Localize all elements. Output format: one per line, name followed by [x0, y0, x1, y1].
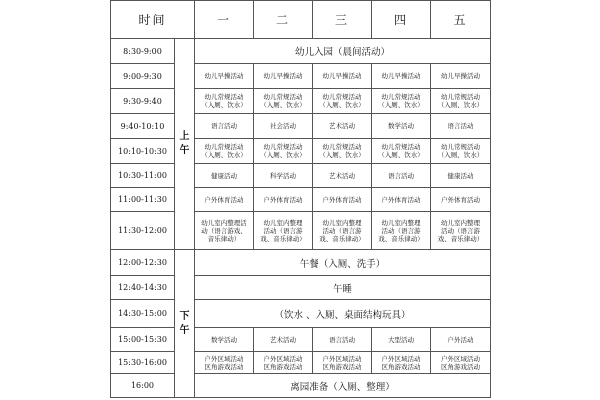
time-cell: 10:10-10:30: [111, 139, 175, 164]
schedule-row: [111, 64, 491, 89]
period-char: 下: [179, 310, 190, 322]
activity-line: 幼儿常规活动: [263, 93, 303, 101]
activity-line: 幼儿室内整理: [263, 218, 303, 227]
schedule-row: [111, 164, 491, 188]
activity-cell: 幼儿早操活动: [431, 64, 491, 89]
schedule-row: [111, 250, 491, 276]
activity-cell: [431, 352, 491, 374]
time-header: 时间: [111, 1, 195, 39]
activity-line: 幼儿常规活动: [322, 93, 362, 101]
activity-cell: 户外体育活动: [313, 188, 372, 212]
activity-line: （入厕、饮水）: [437, 101, 484, 109]
activity-cell: [431, 89, 491, 114]
activity-line: 户外区域活动: [381, 354, 421, 363]
activity-cell: [195, 212, 254, 250]
time-cell: 11:00-11:30: [111, 188, 175, 212]
day-header: 一: [195, 1, 254, 39]
activity-line: 户外区域活动: [204, 354, 244, 363]
activity-line: 幼儿常规活动: [204, 143, 244, 151]
time-cell: 8:30-9:00: [111, 39, 175, 64]
activity-cell: [313, 139, 372, 164]
activity-cell: 语言活动: [195, 114, 254, 139]
schedule-row: [111, 188, 491, 212]
activity-cell: 数学活动: [195, 328, 254, 352]
time-cell: 10:30-11:00: [111, 164, 175, 188]
afternoon-period-label: [175, 250, 195, 398]
merged-activity-cell: 午睡: [195, 276, 491, 300]
activity-line: 户外区域活动: [263, 354, 303, 363]
activity-line: （入厕、饮水）: [378, 101, 424, 109]
activity-cell: 艺术活动: [313, 164, 372, 188]
time-cell: 15:00-15:30: [111, 328, 175, 352]
activity-line: 活动（语言游: [441, 226, 481, 235]
activity-cell: [313, 89, 372, 114]
activity-line: （入厕、饮水）: [201, 151, 247, 159]
activity-line: 户外区域活动: [322, 354, 362, 363]
activity-cell: 艺术活动: [313, 114, 372, 139]
activity-line: （入厕、饮水）: [319, 151, 365, 159]
schedule-table: [110, 0, 491, 398]
activity-line: 幼儿常规活动: [204, 93, 244, 101]
activity-line: （入厕、饮水）: [260, 101, 306, 109]
activity-line: 幼儿常规活动: [381, 93, 421, 101]
activity-line: 幼儿常规活动: [381, 143, 421, 151]
activity-cell: 户外体育活动: [195, 188, 254, 212]
merged-activity-cell: 午餐（入厕、洗手）: [195, 250, 491, 276]
activity-line: 幼儿室内整理: [322, 218, 362, 227]
time-cell: 16:00: [111, 374, 175, 398]
activity-cell: [313, 212, 372, 250]
activity-line: 戏、音乐律动）: [378, 234, 424, 243]
activity-cell: 户外体育活动: [372, 188, 431, 212]
time-cell: 9:30-9:40: [111, 89, 175, 114]
activity-line: （入厕、饮水）: [378, 151, 424, 159]
activity-cell: 社会活动: [254, 114, 313, 139]
activity-cell: [195, 139, 254, 164]
activity-line: 区角游戏活动: [204, 362, 244, 371]
activity-line: 幼儿常规活动: [322, 143, 362, 151]
activity-cell: [372, 352, 431, 374]
time-cell: 11:30-12:00: [111, 212, 175, 250]
activity-cell: 幼儿早操活动: [372, 64, 431, 89]
activity-cell: [372, 139, 431, 164]
schedule-row: [111, 276, 491, 300]
merged-activity-cell: 离园准备（入厕、整理）: [195, 374, 491, 398]
activity-line: 活动（语言游: [322, 226, 362, 235]
activity-cell: [431, 139, 491, 164]
schedule-row: [111, 89, 491, 114]
activity-line: 活动（语言游: [381, 226, 421, 235]
period-char: 午: [179, 145, 190, 156]
activity-cell: [254, 352, 313, 374]
activity-line: （入厕、饮水）: [319, 101, 365, 109]
activity-cell: [313, 352, 372, 374]
time-cell: 9:40-10:10: [111, 114, 175, 139]
activity-line: （入厕、饮水）: [201, 101, 247, 109]
schedule-row: [111, 374, 491, 398]
schedule-row: [111, 212, 491, 250]
activity-cell: 幼儿早操活动: [195, 64, 254, 89]
activity-cell: 语言活动: [372, 164, 431, 188]
schedule-row: [111, 39, 491, 64]
activity-cell: 大型活动: [372, 328, 431, 352]
schedule-row: [111, 114, 491, 139]
activity-line: 活动（语言游: [263, 226, 303, 235]
activity-line: （入厕、饮水）: [437, 151, 484, 159]
period-char: 午: [179, 324, 190, 336]
activity-cell: [431, 212, 491, 250]
period-char: 上: [179, 131, 190, 142]
activity-cell: [372, 212, 431, 250]
time-cell: 9:00-9:30: [111, 64, 175, 89]
day-header: 三: [313, 1, 372, 39]
header-row: [111, 1, 491, 39]
schedule-row: [111, 352, 491, 374]
activity-line: 幼儿常规活动: [441, 143, 481, 151]
activity-cell: 户外活动: [431, 328, 491, 352]
activity-line: 音乐律动）: [207, 234, 241, 243]
activity-line: 戏、音乐律动）: [260, 234, 306, 243]
activity-cell: 艺术活动: [254, 328, 313, 352]
activity-line: 幼儿室内整理: [441, 218, 481, 227]
time-cell: 12:40-14:30: [111, 276, 175, 300]
activity-cell: 健康活动: [431, 164, 491, 188]
day-header: 二: [254, 1, 313, 39]
activity-line: 戏、音乐律动）: [319, 234, 365, 243]
activity-line: 幼儿常规活动: [441, 93, 481, 101]
activity-line: 区角游戏活动: [441, 362, 481, 371]
activity-cell: 幼儿早操活动: [313, 64, 372, 89]
merged-activity-cell: 幼儿入园（晨间活动）: [195, 39, 491, 64]
day-header: 五: [431, 1, 491, 39]
activity-cell: 科学活动: [254, 164, 313, 188]
activity-line: 幼儿常规活动: [263, 143, 303, 151]
activity-line: 动（语言游戏、: [201, 226, 247, 235]
morning-period-label: [175, 39, 195, 250]
activity-line: 戏、音乐律动）: [437, 234, 484, 243]
merged-activity-cell: （饮水 、入厕、桌面结构玩具）: [195, 300, 491, 328]
day-header: 四: [372, 1, 431, 39]
activity-cell: [372, 89, 431, 114]
activity-cell: [195, 352, 254, 374]
activity-line: 幼儿室内整理: [381, 218, 421, 227]
activity-cell: 户外体育活动: [431, 188, 491, 212]
activity-cell: 语言活动: [313, 328, 372, 352]
activity-cell: 语言活动: [431, 114, 491, 139]
time-cell: 15:30-16:00: [111, 352, 175, 374]
schedule-row: [111, 328, 491, 352]
activity-line: 区角游戏活动: [381, 362, 421, 371]
time-cell: 14:30-15:00: [111, 300, 175, 328]
activity-cell: 健康活动: [195, 164, 254, 188]
schedule-row: [111, 139, 491, 164]
activity-line: 幼儿室内整理活: [201, 218, 247, 227]
activity-line: 户外区域活动: [441, 354, 481, 363]
activity-cell: [254, 89, 313, 114]
activity-line: 区角游戏活动: [322, 362, 362, 371]
activity-cell: 幼儿早操活动: [254, 64, 313, 89]
activity-line: （入厕、饮水）: [260, 151, 306, 159]
activity-cell: 户外体育活动: [254, 188, 313, 212]
activity-cell: [254, 139, 313, 164]
time-cell: 12:00-12:30: [111, 250, 175, 276]
activity-cell: [195, 89, 254, 114]
activity-cell: 数学活动: [372, 114, 431, 139]
activity-line: 区角游戏活动: [263, 362, 303, 371]
schedule-row: [111, 300, 491, 328]
activity-cell: [254, 212, 313, 250]
